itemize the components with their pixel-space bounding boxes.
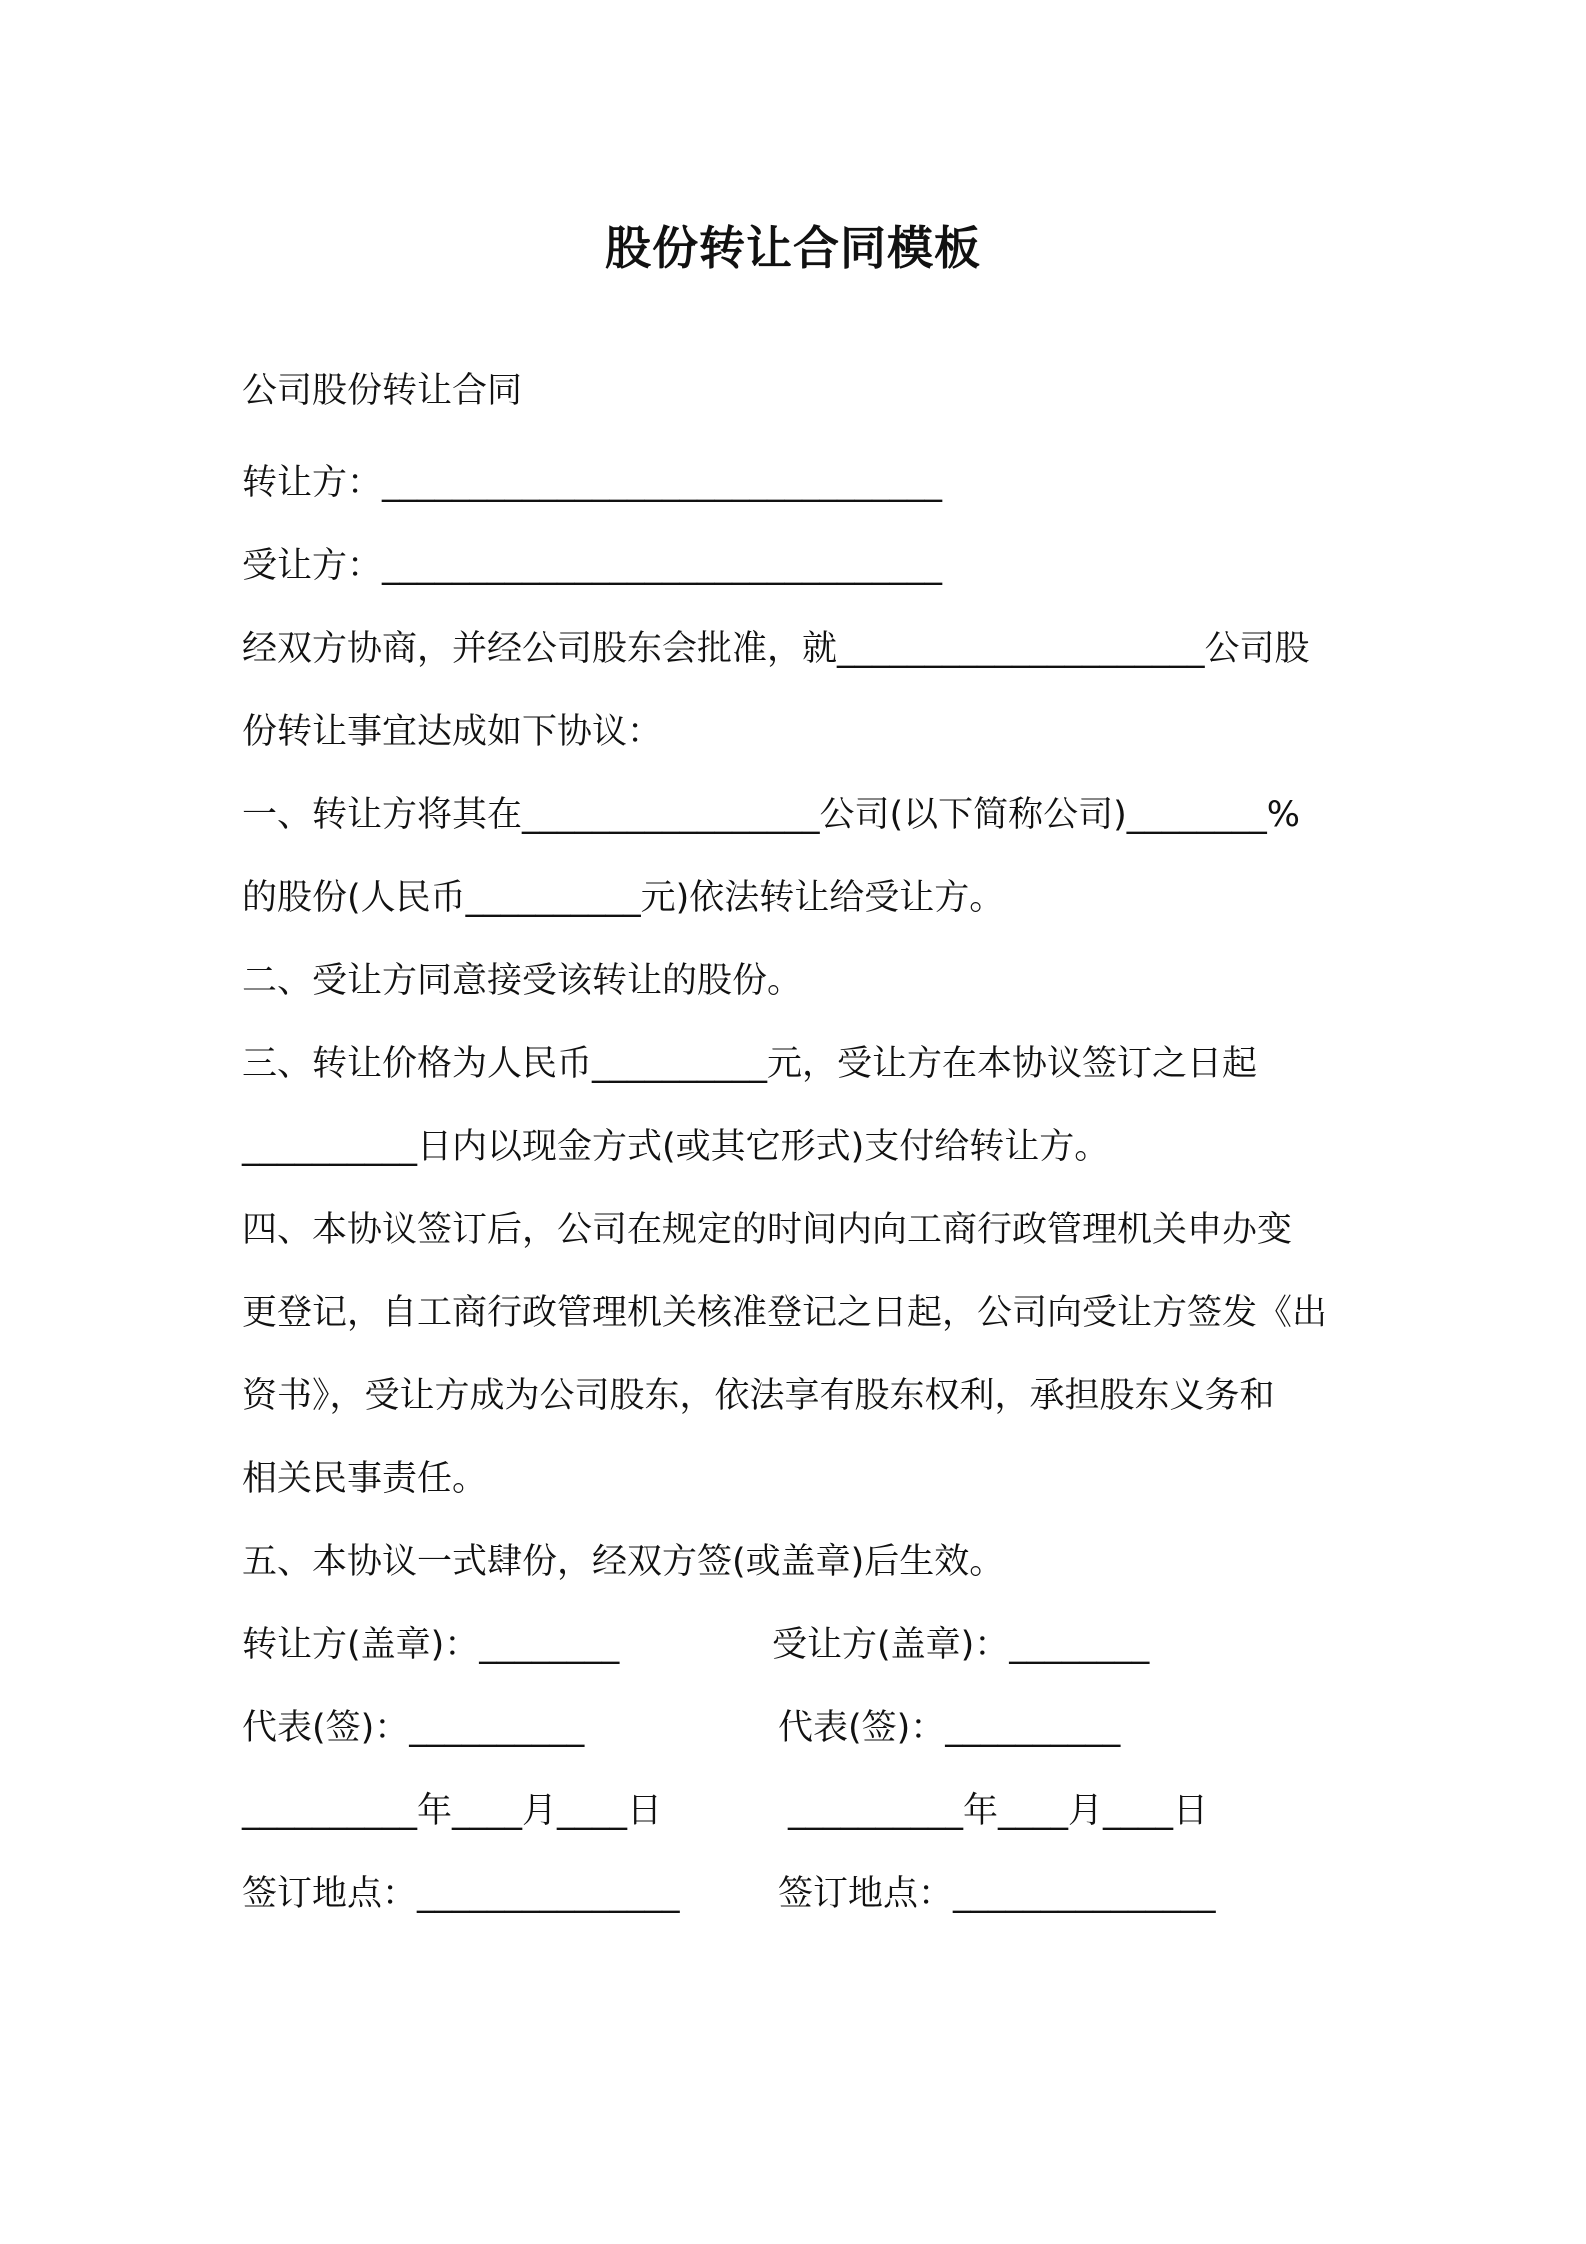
preamble-line-1: 经双方协商，并经公司股东会批准，就_____________________公司股 — [242, 629, 1310, 669]
contract-subtitle: 公司股份转让合同 — [242, 371, 523, 411]
clause-4-line-4: 相关民事责任。 — [242, 1459, 488, 1499]
transferor-seal-field: 转让方(盖章)：________ — [242, 1625, 620, 1665]
clause-3-line-2: __________日内以现金方式(或其它形式)支付给转让方。 — [242, 1127, 1110, 1167]
clause-4-line-2: 更登记，自工商行政管理机关核准登记之日起，公司向受让方签发《出 — [242, 1293, 1328, 1333]
clause-4-line-3: 资书》，受让方成为公司股东，依法享有股东权利，承担股东义务和 — [242, 1376, 1275, 1416]
transferee-date-field: __________年____月____日 — [788, 1791, 1209, 1831]
clause-3-line-1: 三、转让价格为人民币__________元，受让方在本协议签订之日起 — [242, 1044, 1258, 1084]
clause-5: 五、本协议一式肆份，经双方签(或盖章)后生效。 — [242, 1542, 1005, 1582]
clause-4-line-1: 四、本协议签订后，公司在规定的时间内向工商行政管理机关申办变 — [242, 1210, 1293, 1250]
transferee-seal-field: 受让方(盖章)：________ — [772, 1625, 1150, 1665]
clause-2: 二、受让方同意接受该转让的股份。 — [242, 961, 803, 1001]
clause-1-line-2: 的股份(人民币__________元)依法转让给受让方。 — [242, 878, 1005, 918]
transferee-field: 受让方：________________________________ — [242, 546, 943, 586]
transferor-rep-field: 代表(签)：__________ — [242, 1708, 585, 1748]
transferor-date-field: __________年____月____日 — [242, 1791, 663, 1831]
transferor-field: 转让方：________________________________ — [242, 463, 943, 503]
document-title: 股份转让合同模板 — [605, 221, 981, 275]
transferee-rep-field: 代表(签)：__________ — [778, 1708, 1121, 1748]
transferee-place-field: 签订地点：_______________ — [778, 1874, 1216, 1914]
transferor-place-field: 签订地点：_______________ — [242, 1874, 680, 1914]
preamble-line-2: 份转让事宜达成如下协议： — [242, 712, 663, 752]
clause-1-line-1: 一、转让方将其在_________________公司(以下简称公司)________% — [242, 795, 1301, 835]
